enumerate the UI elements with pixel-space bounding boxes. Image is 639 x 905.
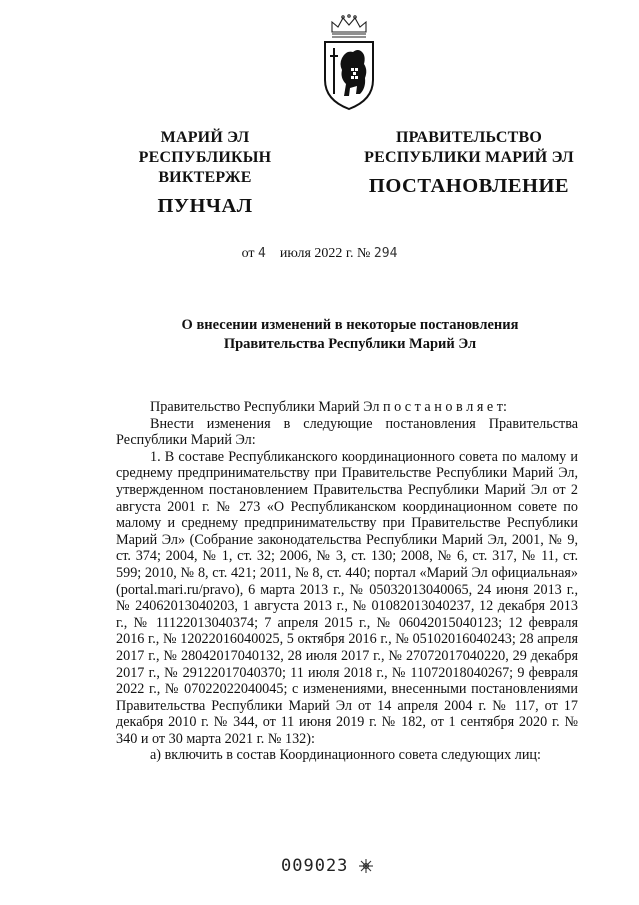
header-left-doc-type: ПУНЧАЛ [157, 195, 253, 217]
paragraph-3: а) включить в состав Координационного совета следующих лиц: [150, 747, 541, 764]
decree-intro-subject: Правительство Республики Марий Эл [150, 399, 380, 415]
page-code: 009023 [281, 856, 349, 876]
header-right-doc-type: ПОСТАНОВЛЕНИЕ [368, 175, 570, 197]
header-right-line1: ПРАВИТЕЛЬСТВО [395, 129, 543, 146]
snowflake-icon [358, 858, 374, 874]
header-left-block [98, 128, 312, 218]
header-right-block [362, 128, 576, 198]
title-line2: Правительства Республики Марий Эл [223, 336, 477, 352]
dateline-month-year: июля 2022 г. № [279, 246, 371, 261]
dateline-number: 294 [373, 246, 398, 261]
title-line1: О внесении изменений в некоторые постановления [181, 317, 519, 333]
paragraph-2: 1. В составе Республиканского координационного совета по малому и среднему предпринимательству при Правительстве Республики Марий Эл, утвержденном постановлением Правительства Республики Марий Эл от 2 августа 2001 г. № 273 «О Республиканском координационном совете по малому и среднему предпринимательству при Правительстве Республики Марий Эл» (Собрание законодательства Республики Марий Эл, 2001, № 9, ст. 374; 2004, № 1, ст. 32; 2006, № 3, ст. 130; 2008, № 6, ст. 317, № 11, ст. 599; 2010, № 8, ст. 421; 2011, № 8, ст. 440; портал «Марий Эл официальная» (portal.mari.ru/pravo), 6 марта 2013 г., № 05032013040065, 24 июня 2013 г., № 24062013040203, 1 августа 2013 г., № 01082013040237, 12 декабря 2013 г., № 11122013040374; 7 апреля 2015 г., № 06042015040123; 12 февраля 2016 г., № 12022016040025, 5 октября 2016 г., № 05102016040243; 28 апреля 2017 г., № 28042017040132, 28 июля 2017 г., № 27072017040220, 29 декабря 2017 г., № 29122017040370; 11 июля 2018 г., № 11072018040267; 9 февраля 2022 г., № 07022022040045; с изменениями, внесенными постановлениями Правительства Республики Марий Эл от 14 апреля 2004 г. № 117, от 17 декабря 2010 г. № 344, от 11 июня 2019 г. № 182, от 1 сентября 2020 г. № 340 и от 30 марта 2021 г. № 132): [116, 448, 578, 747]
decree-intro-verb: п о с т а н о в л я е т: [382, 399, 507, 415]
decree-intro [116, 399, 578, 416]
dateline-prefix: от [241, 246, 255, 261]
paragraph-1: Внести изменения в следующие постановления Правительства Республики Марий Эл: [116, 415, 578, 449]
dateline [0, 246, 639, 262]
coat-of-arms-icon [322, 12, 376, 112]
header-right-line2: РЕСПУБЛИКИ МАРИЙ ЭЛ [364, 149, 574, 166]
document-body [116, 399, 578, 764]
document-title [120, 316, 580, 354]
dateline-day: 4 [258, 246, 266, 261]
header-left-line1: МАРИЙ ЭЛ РЕСПУБЛИКЫН [138, 129, 272, 166]
header-left-line2: ВИКТЕРЖЕ [158, 169, 252, 186]
